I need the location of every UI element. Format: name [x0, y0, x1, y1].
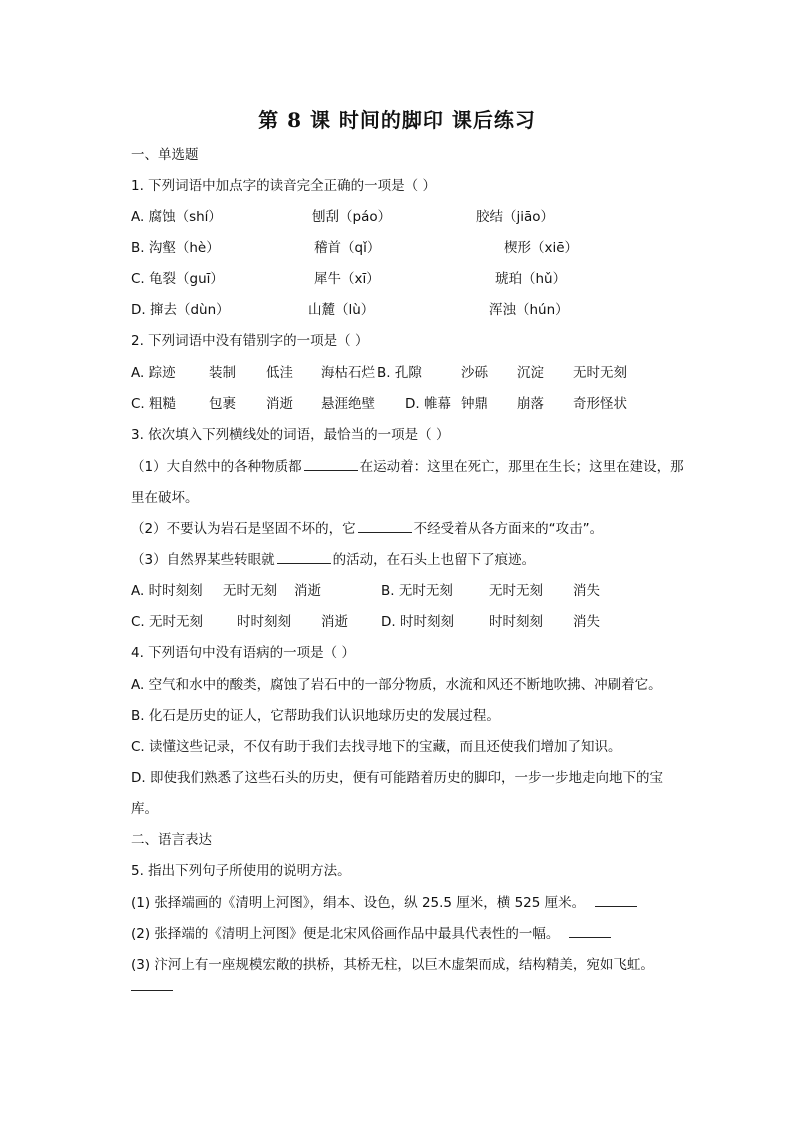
option-word: 无时无刻 [223, 583, 277, 599]
option-word: 无时无刻 [573, 365, 627, 381]
sentence-text: （2）不要认为岩石是坚固不坏的，它 [131, 521, 356, 537]
option-word: 崩落 [517, 396, 544, 412]
option-word: D. 帷幕 [405, 396, 451, 412]
sentence-text: (1) 张择端画的《清明上河图》，绢本、设色，纵 25.5 厘米，横 525 厘米。 [131, 895, 586, 911]
option-word: 悬涯绝壁 [321, 396, 375, 412]
question-5-sentence-2 [131, 924, 611, 944]
question-3-sentence-1-cont: 里在破坏。 [131, 490, 199, 506]
option-word: 包裹 [209, 396, 236, 412]
question-4-option-a: A. 空气和水中的酸类，腐蚀了岩石中的一部分物质，水流和风还不断地吹拂、冲刷着它。 [131, 677, 662, 693]
question-5-sentence-1 [131, 893, 637, 913]
option-word: 消逝 [294, 583, 321, 599]
option-word: 无时无刻 [489, 583, 543, 599]
question-3-stem: 3. 依次填入下列横线处的词语，最恰当的一项是（ ） [131, 427, 450, 443]
option-word: 海枯石烂 [321, 365, 375, 381]
option-word: B. 孔隙 [377, 365, 422, 381]
option-word: B. 沟壑（hè） [131, 240, 220, 256]
option-word: 消逝 [321, 614, 348, 630]
option-word: C. 龟裂（guī） [131, 271, 224, 287]
answer-blank[interactable] [131, 990, 173, 991]
option-word: 沙砾 [461, 365, 488, 381]
option-word: C. 粗糙 [131, 396, 177, 412]
sentence-text: （3）自然界某些转眼就 [131, 552, 275, 568]
option-word: C. 无时无刻 [131, 614, 204, 630]
option-word: A. 时时刻刻 [131, 583, 203, 599]
section-heading-1: 一、单选题 [131, 147, 199, 163]
option-word: 胶结（jiāo） [476, 209, 555, 225]
question-2-stem: 2. 下列词语中没有错别字的一项是（ ） [131, 333, 369, 349]
answer-blank[interactable] [569, 925, 611, 938]
option-word: 楔形（xiē） [504, 240, 579, 256]
option-word: 奇形怪状 [573, 396, 627, 412]
option-word: 时时刻刻 [237, 614, 291, 630]
question-4-option-b: B. 化石是历史的证人，它帮助我们认识地球历史的发展过程。 [131, 708, 500, 724]
answer-blank[interactable] [595, 894, 637, 907]
question-5-stem: 5. 指出下列句子所使用的说明方法。 [131, 863, 351, 879]
question-4-option-c: C. 读懂这些记录，不仅有助于我们去找寻地下的宝藏，而且还使我们增加了知识。 [131, 739, 622, 755]
option-word: 装制 [209, 365, 236, 381]
option-word: 山麓（lù） [308, 302, 375, 318]
option-word: A. 踪迹 [131, 365, 176, 381]
fill-blank[interactable] [304, 458, 358, 471]
option-word: 低洼 [266, 365, 293, 381]
option-word: 浑浊（hún） [489, 302, 569, 318]
page-title: 第 8 课 时间的脚印 课后练习 [258, 108, 536, 132]
option-word: 犀牛（xī） [314, 271, 380, 287]
option-word: 沉淀 [517, 365, 544, 381]
question-4-stem: 4. 下列语句中没有语病的一项是（ ） [131, 645, 355, 661]
option-word: D. 时时刻刻 [381, 614, 454, 630]
option-word: D. 撺去（dùn） [131, 302, 230, 318]
option-word: A. 腐蚀（shí） [131, 209, 222, 225]
question-4-option-d: D. 即使我们熟悉了这些石头的历史，便有可能踏着历史的脚印，一步一步地走向地下的宝 [131, 770, 663, 786]
option-word: B. 无时无刻 [381, 583, 453, 599]
option-word: 钟鼎 [461, 396, 488, 412]
option-word: 时时刻刻 [489, 614, 543, 630]
question-3-sentence-2 [131, 519, 603, 539]
sentence-text: 不经受着从各方面来的“攻击”。 [413, 521, 604, 537]
section-heading-2: 二、语言表达 [131, 832, 212, 848]
option-word: 刨刮（páo） [312, 209, 392, 225]
sentence-text: （1）大自然中的各种物质都 [131, 459, 302, 475]
fill-blank[interactable] [277, 551, 331, 564]
option-word: 琥珀（hǔ） [495, 271, 567, 287]
sentence-text: 的活动，在石头上也留下了痕迹。 [332, 552, 536, 568]
fill-blank[interactable] [358, 520, 412, 533]
question-1-stem: 1. 下列词语中加点字的读音完全正确的一项是（ ） [131, 178, 436, 194]
question-3-sentence-1 [131, 457, 684, 477]
question-3-sentence-3 [131, 550, 535, 570]
option-word: 消逝 [266, 396, 293, 412]
sentence-text: (2) 张择端的《清明上河图》便是北宋风俗画作品中最具代表性的一幅。 [131, 926, 560, 942]
option-word: 稽首（qǐ） [314, 240, 381, 256]
question-5-sentence-3: (3) 汴河上有一座规模宏敞的拱桥，其桥无柱，以巨木虚架而成，结构精美，宛如飞虹。 [131, 957, 654, 973]
option-word: 消失 [573, 583, 600, 599]
sentence-text: 在运动着：这里在死亡，那里在生长；这里在建设，那 [359, 459, 684, 475]
question-4-option-d-cont: 库。 [131, 801, 158, 817]
option-word: 消失 [573, 614, 600, 630]
